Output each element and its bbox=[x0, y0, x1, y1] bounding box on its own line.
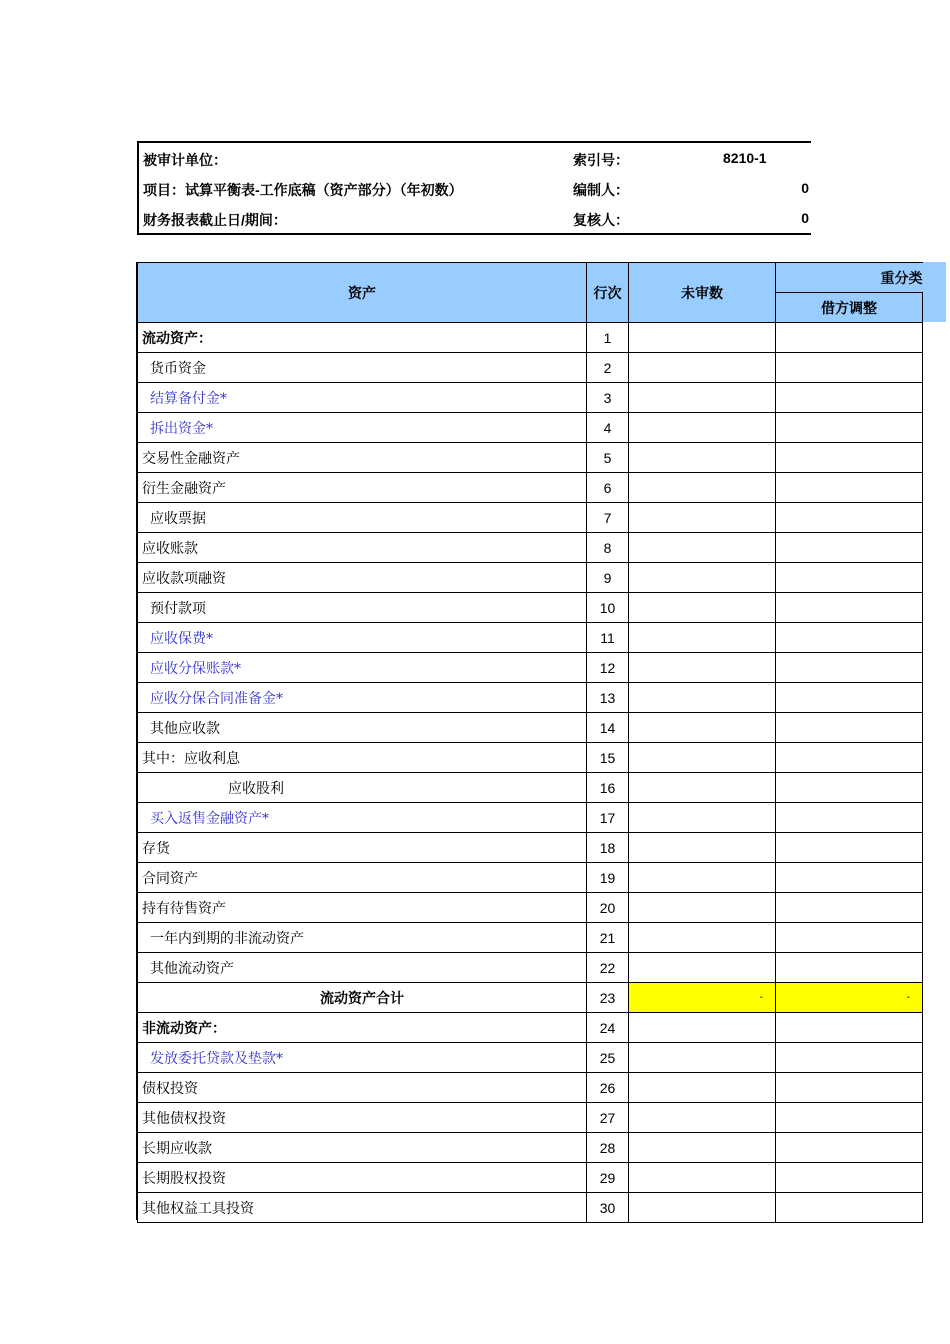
row-line-number: 29 bbox=[587, 1163, 629, 1193]
row-debit-cell[interactable] bbox=[776, 833, 923, 863]
index-value: 8210-1 bbox=[723, 150, 767, 166]
row-line-number: 9 bbox=[587, 563, 629, 593]
row-unaudited-cell[interactable] bbox=[629, 503, 776, 533]
row-asset-name: 其他债权投资 bbox=[138, 1103, 587, 1133]
row-asset-name: 拆出资金* bbox=[138, 413, 587, 443]
table-row bbox=[138, 863, 923, 893]
row-debit-cell[interactable] bbox=[776, 653, 923, 683]
table-row bbox=[138, 593, 923, 623]
row-unaudited-cell[interactable] bbox=[629, 953, 776, 983]
preparer-value: 0 bbox=[801, 180, 809, 196]
row-unaudited-cell[interactable] bbox=[629, 833, 776, 863]
row-asset-name: 非流动资产： bbox=[138, 1013, 587, 1043]
row-unaudited-cell[interactable] bbox=[629, 1133, 776, 1163]
row-line-number: 3 bbox=[587, 383, 629, 413]
reviewer-value: 0 bbox=[801, 210, 809, 226]
row-debit-cell[interactable] bbox=[776, 893, 923, 923]
row-line-number: 17 bbox=[587, 803, 629, 833]
row-unaudited-cell[interactable] bbox=[629, 713, 776, 743]
row-line-number: 27 bbox=[587, 1103, 629, 1133]
row-debit-cell[interactable] bbox=[776, 1193, 923, 1223]
row-asset-name: 长期股权投资 bbox=[138, 1163, 587, 1193]
row-debit-cell[interactable] bbox=[776, 563, 923, 593]
row-line-number: 24 bbox=[587, 1013, 629, 1043]
row-unaudited-cell[interactable] bbox=[629, 1163, 776, 1193]
header-row-period bbox=[139, 203, 811, 233]
table-row bbox=[138, 983, 923, 1013]
table-row bbox=[138, 1163, 923, 1193]
row-asset-name: 存货 bbox=[138, 833, 587, 863]
row-asset-name: 债权投资 bbox=[138, 1073, 587, 1103]
table-row bbox=[138, 563, 923, 593]
row-asset-name: 买入返售金融资产* bbox=[138, 803, 587, 833]
row-debit-cell[interactable] bbox=[776, 533, 923, 563]
row-asset-name: 持有待售资产 bbox=[138, 893, 587, 923]
row-asset-name: 交易性金融资产 bbox=[138, 443, 587, 473]
row-debit-cell[interactable] bbox=[776, 353, 923, 383]
col-asset-header: 资产 bbox=[138, 263, 587, 323]
row-line-number: 13 bbox=[587, 683, 629, 713]
table-row bbox=[138, 323, 923, 353]
table-row bbox=[138, 743, 923, 773]
row-debit-cell[interactable] bbox=[776, 713, 923, 743]
row-debit-cell[interactable] bbox=[776, 503, 923, 533]
table-row bbox=[138, 833, 923, 863]
row-unaudited-cell[interactable] bbox=[629, 893, 776, 923]
row-asset-name: 流动资产合计 bbox=[138, 983, 587, 1013]
row-asset-name: 其他权益工具投资 bbox=[138, 1193, 587, 1223]
row-unaudited-cell[interactable] bbox=[629, 1193, 776, 1223]
row-asset-name: 长期应收款 bbox=[138, 1133, 587, 1163]
row-line-number: 6 bbox=[587, 473, 629, 503]
row-asset-name: 应收款项融资 bbox=[138, 563, 587, 593]
header-row-unit bbox=[139, 143, 811, 173]
row-line-number: 14 bbox=[587, 713, 629, 743]
row-debit-cell[interactable] bbox=[776, 1073, 923, 1103]
row-unaudited-cell[interactable] bbox=[629, 1073, 776, 1103]
row-line-number: 5 bbox=[587, 443, 629, 473]
table-header-row bbox=[138, 263, 923, 293]
row-unaudited-cell[interactable] bbox=[629, 383, 776, 413]
col-debit-header: 借方调整 bbox=[776, 293, 923, 323]
reviewer-label: 复核人： bbox=[573, 212, 629, 228]
table-row bbox=[138, 953, 923, 983]
table-row bbox=[138, 503, 923, 533]
table-row bbox=[138, 353, 923, 383]
report-header bbox=[137, 141, 811, 235]
row-unaudited-cell[interactable] bbox=[629, 623, 776, 653]
table-row bbox=[138, 533, 923, 563]
row-asset-name: 其中：应收利息 bbox=[138, 743, 587, 773]
row-line-number: 19 bbox=[587, 863, 629, 893]
row-asset-name: 应收股利 bbox=[138, 773, 587, 803]
table-row bbox=[138, 653, 923, 683]
row-line-number: 18 bbox=[587, 833, 629, 863]
row-debit-cell[interactable] bbox=[776, 953, 923, 983]
header-row-item bbox=[139, 173, 811, 203]
table-body bbox=[138, 323, 923, 1223]
col-line-header: 行次 bbox=[587, 263, 629, 323]
preparer-label: 编制人： bbox=[573, 182, 629, 198]
row-debit-cell[interactable] bbox=[776, 473, 923, 503]
row-line-number: 30 bbox=[587, 1193, 629, 1223]
row-unaudited-cell[interactable] bbox=[629, 413, 776, 443]
col-unaudited-header: 未审数 bbox=[629, 263, 776, 323]
row-asset-name: 合同资产 bbox=[138, 863, 587, 893]
table-row bbox=[138, 623, 923, 653]
row-line-number: 16 bbox=[587, 773, 629, 803]
row-line-number: 22 bbox=[587, 953, 629, 983]
row-line-number: 23 bbox=[587, 983, 629, 1013]
table-row bbox=[138, 1043, 923, 1073]
row-line-number: 26 bbox=[587, 1073, 629, 1103]
row-asset-name: 应收票据 bbox=[138, 503, 587, 533]
row-asset-name: 应收账款 bbox=[138, 533, 587, 563]
row-debit-cell[interactable] bbox=[776, 383, 923, 413]
row-debit-cell[interactable] bbox=[776, 1013, 923, 1043]
row-debit-cell[interactable] bbox=[776, 623, 923, 653]
row-asset-name: 流动资产： bbox=[138, 323, 587, 353]
table-row bbox=[138, 383, 923, 413]
col-reclass-header bbox=[776, 263, 923, 293]
row-debit-cell[interactable] bbox=[776, 923, 923, 953]
col-reclass-label: 重分类 bbox=[880, 269, 923, 286]
table-row bbox=[138, 683, 923, 713]
row-debit-cell[interactable] bbox=[776, 1103, 923, 1133]
row-unaudited-cell[interactable] bbox=[629, 563, 776, 593]
row-debit-cell[interactable] bbox=[776, 323, 923, 353]
row-asset-name: 发放委托贷款及垫款* bbox=[138, 1043, 587, 1073]
row-debit-cell[interactable] bbox=[776, 803, 923, 833]
table-row bbox=[138, 1013, 923, 1043]
row-debit-cell[interactable] bbox=[776, 593, 923, 623]
table-row bbox=[138, 413, 923, 443]
row-unaudited-cell[interactable] bbox=[629, 1103, 776, 1133]
row-line-number: 2 bbox=[587, 353, 629, 383]
row-line-number: 20 bbox=[587, 893, 629, 923]
row-debit-cell[interactable] bbox=[776, 863, 923, 893]
table-row bbox=[138, 803, 923, 833]
row-asset-name: 结算备付金* bbox=[138, 383, 587, 413]
row-unaudited-cell[interactable] bbox=[629, 473, 776, 503]
row-debit-cell[interactable] bbox=[776, 443, 923, 473]
row-debit-cell[interactable] bbox=[776, 683, 923, 713]
table-row bbox=[138, 1103, 923, 1133]
row-line-number: 4 bbox=[587, 413, 629, 443]
row-unaudited-cell[interactable] bbox=[629, 773, 776, 803]
row-asset-name: 其他应收款 bbox=[138, 713, 587, 743]
index-label: 索引号： bbox=[573, 152, 629, 168]
row-line-number: 8 bbox=[587, 533, 629, 563]
row-line-number: 12 bbox=[587, 653, 629, 683]
table-row bbox=[138, 773, 923, 803]
row-asset-name: 预付款项 bbox=[138, 593, 587, 623]
row-unaudited-cell[interactable] bbox=[629, 353, 776, 383]
row-line-number: 28 bbox=[587, 1133, 629, 1163]
table-row bbox=[138, 893, 923, 923]
row-unaudited-cell[interactable] bbox=[629, 683, 776, 713]
row-debit-cell[interactable]: - bbox=[776, 983, 923, 1013]
row-unaudited-cell[interactable] bbox=[629, 533, 776, 563]
row-line-number: 1 bbox=[587, 323, 629, 353]
row-debit-cell[interactable] bbox=[776, 1133, 923, 1163]
row-unaudited-cell[interactable] bbox=[629, 653, 776, 683]
row-asset-name: 一年内到期的非流动资产 bbox=[138, 923, 587, 953]
table-row bbox=[138, 443, 923, 473]
row-line-number: 11 bbox=[587, 623, 629, 653]
row-asset-name: 应收保费* bbox=[138, 623, 587, 653]
table-left-border bbox=[136, 262, 138, 1220]
row-unaudited-cell[interactable] bbox=[629, 923, 776, 953]
audited-unit-label: 被审计单位： bbox=[143, 152, 227, 168]
row-unaudited-cell[interactable] bbox=[629, 443, 776, 473]
row-unaudited-cell[interactable] bbox=[629, 1013, 776, 1043]
row-unaudited-cell[interactable]: - bbox=[629, 983, 776, 1013]
trial-balance-table bbox=[137, 262, 923, 1223]
row-line-number: 21 bbox=[587, 923, 629, 953]
row-unaudited-cell[interactable] bbox=[629, 863, 776, 893]
item-label: 项目：试算平衡表-工作底稿（资产部分）（年初数） bbox=[143, 182, 463, 198]
row-unaudited-cell[interactable] bbox=[629, 593, 776, 623]
period-label: 财务报表截止日/期间： bbox=[143, 212, 287, 228]
row-line-number: 10 bbox=[587, 593, 629, 623]
table-row bbox=[138, 473, 923, 503]
row-debit-cell[interactable] bbox=[776, 773, 923, 803]
row-asset-name: 衍生金融资产 bbox=[138, 473, 587, 503]
row-asset-name: 应收分保合同准备金* bbox=[138, 683, 587, 713]
table-row bbox=[138, 1193, 923, 1223]
row-line-number: 15 bbox=[587, 743, 629, 773]
row-unaudited-cell[interactable] bbox=[629, 1043, 776, 1073]
row-debit-cell[interactable] bbox=[776, 743, 923, 773]
row-debit-cell[interactable] bbox=[776, 1043, 923, 1073]
row-line-number: 7 bbox=[587, 503, 629, 533]
row-unaudited-cell[interactable] bbox=[629, 323, 776, 353]
row-unaudited-cell[interactable] bbox=[629, 803, 776, 833]
row-debit-cell[interactable] bbox=[776, 413, 923, 443]
table-row bbox=[138, 923, 923, 953]
row-unaudited-cell[interactable] bbox=[629, 743, 776, 773]
row-debit-cell[interactable] bbox=[776, 1163, 923, 1193]
row-asset-name: 货币资金 bbox=[138, 353, 587, 383]
row-asset-name: 其他流动资产 bbox=[138, 953, 587, 983]
table-row bbox=[138, 713, 923, 743]
row-asset-name: 应收分保账款* bbox=[138, 653, 587, 683]
table-row bbox=[138, 1133, 923, 1163]
row-line-number: 25 bbox=[587, 1043, 629, 1073]
table-row bbox=[138, 1073, 923, 1103]
